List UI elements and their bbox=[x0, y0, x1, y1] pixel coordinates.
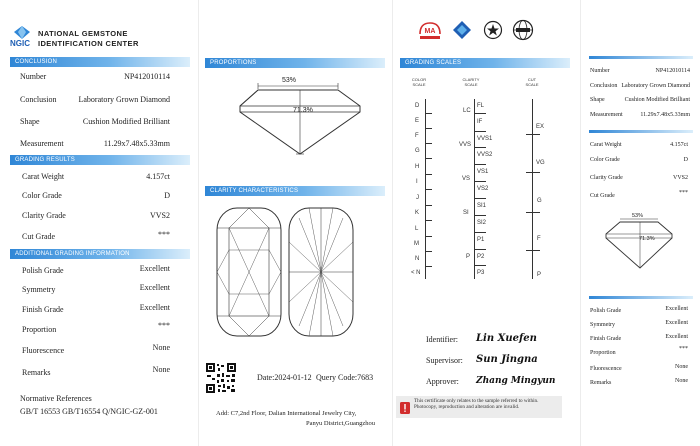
color-grade: D bbox=[415, 103, 420, 109]
panel-divider bbox=[198, 0, 199, 446]
summary-table-pct: 53% bbox=[632, 213, 644, 219]
scale-tick bbox=[526, 250, 540, 251]
report-date: Date:2024-01-12 bbox=[257, 373, 312, 382]
scale-tick bbox=[474, 265, 486, 266]
clarity-grade: SI1 bbox=[477, 203, 487, 209]
additional-value: None bbox=[152, 365, 170, 374]
clarity-grade: P1 bbox=[477, 237, 485, 243]
color-scale-header-line: SCALE bbox=[412, 82, 426, 87]
summary-value: Excellent bbox=[665, 320, 688, 326]
color-grade: K bbox=[415, 210, 420, 216]
scale-tick bbox=[526, 172, 540, 173]
additional-label: Finish Grade bbox=[22, 305, 64, 314]
clarity-group: VS bbox=[462, 176, 471, 182]
supervisor-signature: Sun Jingna bbox=[476, 354, 538, 365]
scale-tick bbox=[425, 220, 432, 221]
section-scales: GRADING SCALES bbox=[400, 58, 570, 68]
section-proportions: PROPORTIONS bbox=[205, 58, 385, 68]
conclusion-value: 11.29x7.48x5.33mm bbox=[103, 139, 170, 148]
scale-tick bbox=[474, 131, 486, 132]
address-line1: Add: C7,2nd Floor, Dalian International Jewelry City, bbox=[216, 410, 357, 417]
approver-signature: Zhang Mingyun bbox=[476, 376, 556, 386]
panel-divider bbox=[392, 0, 393, 446]
additional-value: Excellent bbox=[139, 283, 170, 292]
scale-tick bbox=[526, 134, 540, 135]
scale-tick bbox=[474, 164, 486, 165]
color-grade: F bbox=[415, 133, 419, 139]
summary-value: None bbox=[675, 378, 688, 384]
additional-label: Polish Grade bbox=[22, 266, 64, 275]
scale-tick bbox=[474, 113, 486, 114]
scale-tick bbox=[526, 212, 540, 213]
scale-tick bbox=[425, 189, 432, 190]
color-grade: H bbox=[415, 164, 420, 170]
clarity-plot-pavilion bbox=[287, 206, 355, 338]
additional-value: None bbox=[152, 343, 170, 352]
conclusion-label: Shape bbox=[20, 117, 40, 126]
grading-label: Color Grade bbox=[22, 191, 62, 200]
summary-label: Measurement bbox=[590, 112, 623, 118]
approver-label: Approver: bbox=[426, 377, 459, 386]
scale-tick bbox=[425, 236, 432, 237]
scale-tick bbox=[425, 128, 432, 129]
grading-value: 4.157ct bbox=[146, 172, 170, 181]
summary-depth-pct: 71.3% bbox=[639, 236, 655, 242]
cut-grade: VG bbox=[536, 160, 545, 166]
clarity-scale-header-line: CLARITY bbox=[462, 77, 480, 82]
additional-value: Excellent bbox=[139, 303, 170, 312]
color-grade: L bbox=[415, 226, 419, 232]
scale-tick bbox=[425, 113, 432, 114]
identifier-signature: Lin Xuefen bbox=[476, 333, 537, 344]
clarity-scale-header-line: SCALE bbox=[464, 82, 478, 87]
section-grading-results: GRADING RESULTS bbox=[10, 155, 190, 165]
color-grade: M bbox=[414, 241, 419, 247]
references-codes: GB/T 16553 GB/T16554 Q/NGIC-GZ-001 bbox=[20, 407, 158, 416]
color-grade: < N bbox=[411, 270, 421, 276]
scale-tick bbox=[425, 251, 432, 252]
summary-label: Conclusion bbox=[590, 83, 618, 89]
additional-label: Symmetry bbox=[22, 285, 56, 294]
section-additional: ADDITIONAL GRADING INFORMATION bbox=[10, 249, 190, 259]
summary-label: Finish Grade bbox=[590, 336, 622, 342]
cut-grade: EX bbox=[536, 124, 545, 130]
grading-value: D bbox=[164, 191, 170, 200]
grading-label: Clarity Grade bbox=[22, 211, 66, 220]
clarity-group: P bbox=[466, 254, 471, 260]
summary-label: Cut Grade bbox=[590, 193, 615, 199]
grading-label: Cut Grade bbox=[22, 232, 56, 241]
summary-value: NP412010114 bbox=[655, 68, 690, 74]
summary-value: Excellent bbox=[665, 334, 688, 340]
summary-label: Color Grade bbox=[590, 157, 620, 163]
ngic-logo-icon bbox=[12, 26, 32, 40]
cut-scale-header bbox=[517, 77, 547, 87]
scale-tick bbox=[425, 158, 432, 159]
disclaimer-text: This certificate only relates to the sample referred to within. Photocopy, reproduction and alteration are invalid. bbox=[414, 398, 539, 410]
summary-value: None bbox=[675, 364, 688, 370]
summary-value: D bbox=[683, 157, 688, 163]
summary-label: Fluorescence bbox=[590, 366, 622, 372]
warning-icon bbox=[400, 401, 410, 413]
conclusion-value: Laboratory Grown Diamond bbox=[78, 95, 170, 104]
cma-logo-icon bbox=[417, 20, 443, 42]
clarity-grade: FL bbox=[477, 103, 485, 109]
scale-tick bbox=[425, 205, 432, 206]
clarity-grade: IF bbox=[477, 119, 483, 125]
globe-seal-icon bbox=[512, 19, 534, 41]
clarity-group: VVS bbox=[459, 142, 472, 148]
color-grade: I bbox=[416, 179, 418, 185]
summary-label: Polish Grade bbox=[590, 308, 622, 314]
grading-value: VVS2 bbox=[149, 211, 170, 220]
cut-grade: P bbox=[537, 272, 542, 278]
summary-value: Cushion Modified Brilliant bbox=[624, 97, 690, 103]
summary-value: *** bbox=[679, 190, 688, 196]
clarity-grade: VVS2 bbox=[477, 152, 493, 158]
scale-tick bbox=[474, 181, 486, 182]
table-pct: 53% bbox=[282, 77, 297, 84]
panel-divider bbox=[580, 0, 581, 446]
summary-label: Clarity Grade bbox=[590, 175, 623, 181]
summary-label: Shape bbox=[590, 97, 605, 103]
section-clarity: CLARITY CHARACTERISTICS bbox=[205, 186, 385, 196]
conclusion-label: Conclusion bbox=[20, 95, 57, 104]
additional-label: Remarks bbox=[22, 368, 51, 377]
address-line2: Panyu District,Guangzhou bbox=[306, 420, 375, 427]
summary-label: Number bbox=[590, 68, 610, 74]
clarity-grade: P2 bbox=[477, 254, 485, 260]
summary-value: 11.29x7.48x5.33mm bbox=[640, 112, 690, 118]
summary-value: 4.157ct bbox=[670, 142, 688, 148]
summary-value: VVS2 bbox=[672, 175, 688, 181]
clarity-grade: SI2 bbox=[477, 220, 487, 226]
cut-scale-line bbox=[532, 99, 533, 279]
scale-tick bbox=[425, 266, 432, 267]
grading-label: Carat Weight bbox=[22, 172, 65, 181]
scale-tick bbox=[474, 249, 486, 250]
color-scale-header-line: COLOR bbox=[411, 77, 427, 82]
summary-top-bar bbox=[589, 56, 693, 59]
summary-bottom-bar bbox=[589, 296, 693, 299]
scale-tick bbox=[474, 232, 486, 233]
color-scale-header bbox=[404, 77, 434, 87]
identifier-label: Identifier: bbox=[426, 335, 458, 344]
summary-value: *** bbox=[679, 346, 688, 352]
query-code: Query Code:7683 bbox=[316, 373, 374, 382]
star-seal-icon bbox=[483, 20, 503, 40]
color-grade: J bbox=[416, 195, 419, 201]
summary-label: Remarks bbox=[590, 380, 612, 386]
brand-line2: IDENTIFICATION CENTER bbox=[38, 39, 139, 48]
proportion-diagram bbox=[210, 72, 390, 158]
clarity-group: LC bbox=[463, 108, 471, 114]
brand-line1: NATIONAL GEMSTONE bbox=[38, 29, 128, 38]
scale-tick bbox=[425, 143, 432, 144]
clarity-group: SI bbox=[463, 210, 469, 216]
scale-tick bbox=[474, 198, 486, 199]
clarity-plot-crown bbox=[215, 206, 283, 338]
depth-pct: 71.3% bbox=[293, 107, 313, 114]
scale-tick bbox=[474, 147, 486, 148]
section-conclusion: CONCLUSION bbox=[10, 57, 190, 67]
diamond-logo-icon bbox=[452, 20, 472, 40]
summary-value: Excellent bbox=[665, 306, 688, 312]
additional-value: *** bbox=[158, 321, 170, 330]
supervisor-label: Supervisor: bbox=[426, 356, 463, 365]
grading-value: *** bbox=[158, 230, 170, 239]
references-title: Normative References bbox=[20, 394, 92, 403]
clarity-grade: VVS1 bbox=[477, 136, 493, 142]
summary-value: Laboratory Grown Diamond bbox=[621, 83, 690, 89]
clarity-grade: VS2 bbox=[477, 186, 489, 192]
conclusion-label: Measurement bbox=[20, 139, 64, 148]
clarity-grade: VS1 bbox=[477, 169, 489, 175]
clarity-scale-line bbox=[474, 99, 475, 279]
conclusion-label: Number bbox=[20, 72, 47, 81]
color-grade: G bbox=[415, 148, 420, 154]
summary-label: Symmetry bbox=[590, 322, 615, 328]
cut-scale-header-line: SCALE bbox=[525, 82, 539, 87]
color-grade: E bbox=[415, 118, 420, 124]
svg-text:MA: MA bbox=[424, 28, 436, 35]
cut-grade: G bbox=[537, 198, 542, 204]
clarity-grade: P3 bbox=[477, 270, 485, 276]
summary-label: Carat Weight bbox=[590, 142, 622, 148]
summary-mid-bar bbox=[589, 130, 693, 133]
additional-label: Fluorescence bbox=[22, 346, 65, 355]
additional-value: Excellent bbox=[139, 264, 170, 273]
additional-label: Proportion bbox=[22, 325, 57, 334]
qr-code[interactable] bbox=[205, 362, 237, 394]
conclusion-value: Cushion Modified Brilliant bbox=[82, 117, 170, 126]
color-grade: N bbox=[415, 256, 420, 262]
conclusion-value: NP412010114 bbox=[124, 72, 170, 81]
clarity-scale-header bbox=[456, 77, 486, 87]
scale-tick bbox=[474, 215, 486, 216]
cut-grade: F bbox=[537, 236, 541, 242]
brand-abbr: NGIC bbox=[10, 39, 30, 48]
summary-label: Proportion bbox=[590, 350, 616, 356]
scale-tick bbox=[425, 174, 432, 175]
cut-scale-header-line: CUT bbox=[527, 77, 537, 82]
